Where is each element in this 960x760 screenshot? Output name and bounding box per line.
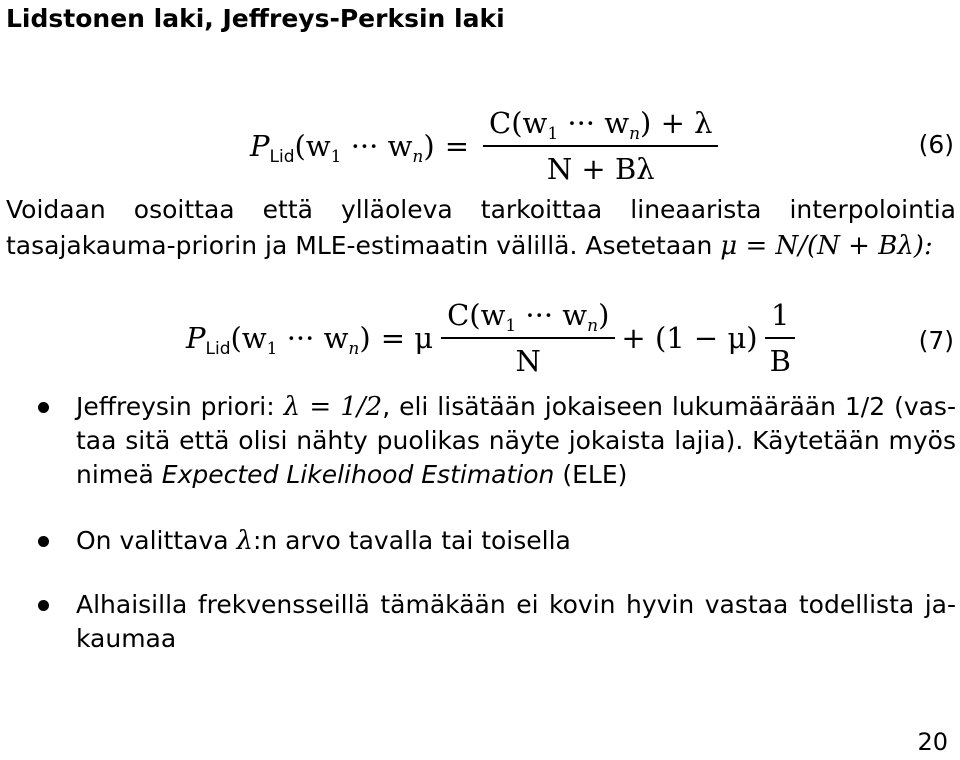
bullet-item-low-frequencies: [76, 588, 956, 656]
bullet-1-line-2: taa sitä että olisi nähty puolikas näyte jokaista lajia). Käytetään myös: [76, 426, 956, 455]
bullet-item-jeffreys: [76, 390, 956, 492]
eq7-fraction-2: [764, 296, 797, 380]
eq6-lhs: $P_{Lid}(w_1$ ··· $w_n$): [250, 129, 435, 167]
eq7-middle-term: + (1 − μ): [621, 321, 758, 355]
bullet-1-italic-term: Expected Likelihood Estimation: [161, 460, 555, 489]
slide-title: Lidstonen laki, Jeffreys-Perksin laki: [6, 4, 505, 33]
eq6-fraction: [483, 104, 718, 188]
equation-6-body: [250, 104, 722, 188]
bullet-item-lambda: [76, 524, 956, 558]
bullet-2-line: On valittava λ:n arvo tavalla tai toisella: [76, 526, 571, 556]
eq7-fraction-1: [441, 296, 615, 380]
equation-7-body: [186, 296, 801, 380]
eq7-fraction-1-denominator: N: [515, 344, 541, 378]
paragraph-line-1: Voidaan osoittaa että ylläoleva tarkoittaa lineaarista interpolointia: [6, 195, 956, 224]
equation-number-6: (6): [918, 130, 954, 159]
paragraph: [6, 192, 956, 264]
eq7-equals-mu: = μ: [380, 321, 434, 355]
eq6-equals: =: [444, 129, 469, 163]
eq7-fraction-1-numerator: $C(w_1$ ··· $w_n$): [441, 296, 615, 339]
page-number: 20: [917, 728, 948, 756]
bullet-dot-icon: [38, 536, 49, 547]
bullet-1-line-3: nimeä Expected Likelihood Estimation (ELE): [76, 460, 628, 489]
equation-number-7: (7): [918, 326, 954, 355]
eq7-fraction-2-numerator: 1: [765, 296, 795, 339]
bullet-1-line-1: Jeffreysin priori: λ = 1/2, eli lisätään jokaiseen lukumäärään 1/2 (vas-: [76, 392, 956, 422]
bullet-1-math: λ = 1/2: [283, 392, 383, 422]
equation-6: [0, 104, 960, 184]
paragraph-line-2: tasajakauma-priorin ja MLE-estimaatin välillä. Asetetaan μ = N/(N + Bλ):: [6, 231, 933, 261]
eq7-lhs: $P_{Lid}(w_1$ ··· $w_n$): [186, 321, 371, 359]
eq6-numerator: $C(w_1$ ··· $w_n) + \lambda$: [483, 104, 718, 147]
bullet-dot-icon: [38, 600, 49, 611]
bullet-3-line-1: Alhaisilla frekvensseillä tämäkään ei kovin hyvin vastaa todellista ja-: [76, 590, 956, 619]
bullet-2-math: λ: [236, 526, 253, 556]
eq7-fraction-2-denominator: B: [769, 344, 791, 378]
paragraph-math: μ = N/(N + Bλ):: [720, 231, 933, 261]
eq6-denominator: N + Bλ: [546, 152, 655, 186]
bullet-dot-icon: [38, 402, 49, 413]
equation-7: [0, 296, 960, 380]
bullet-3-line-2: kaumaa: [76, 624, 177, 653]
